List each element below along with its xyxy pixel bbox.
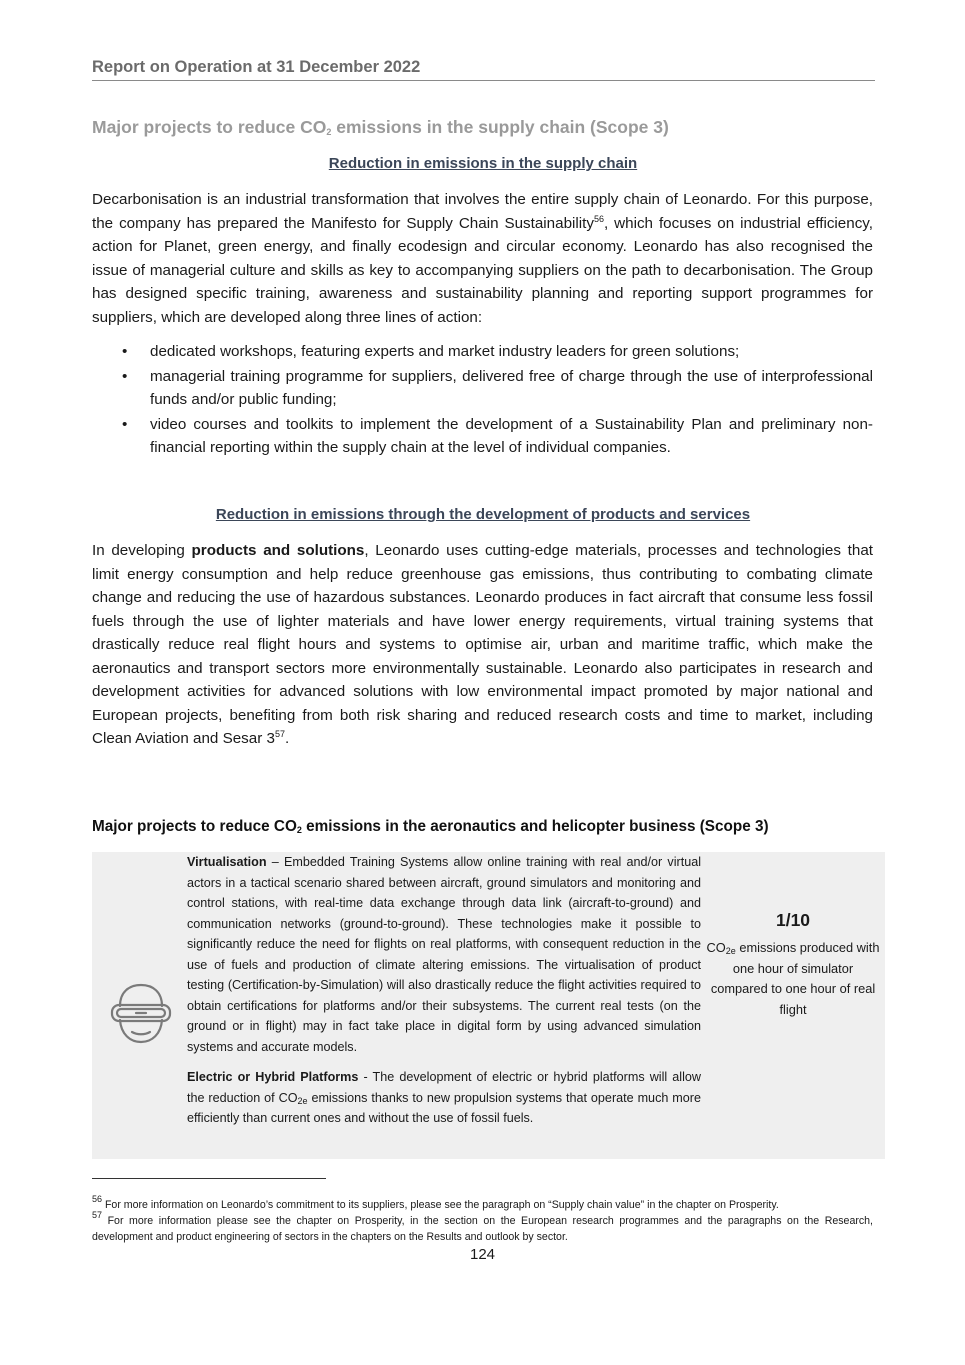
subheading-supply-chain: Reduction in emissions in the supply chain [328, 155, 638, 172]
footnote-ref-56[interactable]: 56 [593, 213, 604, 224]
list-item: • video courses and toolkits to implement the development of a Sustainability Plan and preliminary non-financial reporting within the supply chain at the level of individual companies. [92, 413, 873, 460]
electric-platforms-label: Electric or Hybrid Platforms [187, 1070, 359, 1084]
paragraph-supply-chain: Decarbonisation is an industrial transformation that involves the entire supply chain of Leonardo. For this purpose, the company has prepared the Manifesto for Supply Chain Sustainability$^{56}$, which focuses on industrial efficiency, action for Planet, green energy, and finally ecodesign and circular economy. Leonardo has also recognised the issue of managerial culture and skills as key to accompanying suppliers on the path to decarbonisation. The Group has designed specific training, awareness and sustainability planning and reporting support programmes for suppliers, which are developed along three lines of action: [92, 191, 873, 326]
footnote-divider [92, 1178, 326, 1179]
footnote-ref-57[interactable]: 57 [274, 729, 285, 739]
footnote-57: $^{57}$ For more information please see the chapter on Prosperity, in the section on the European research programmes and the paragraphs on the Research, development and product engineering of sectors in the chapters on the Results and outlook by sector. [92, 1210, 873, 1243]
bullet-list [92, 340, 873, 461]
virtualisation-text: Virtualisation – Embedded Training Systems allow online training with real and/or virtual actors in a tactical scenario shared between aircraft, ground simulators and monitoring and control stations, with real-time data exchange through data link (aircraft-to-ground) and communication networks (ground-to-ground). These technologies make it possible to significantly reduce the need for flights on real platforms, with consequent reduction in the use of fuels and production of climate altering emissions. The virtualisation of product testing (Certification-by-Simulation) will also drastically reduce the flight activities required to obtain certifications for platforms and/or their subsystems. The current real tests (on the ground or in flight) may in fact take place in digital form by using advanced simulation systems and accurate models. [187, 855, 701, 1054]
section-title-supply-chain: Major projects to reduce $CO_2$ emissions in the supply chain (Scope 3) [92, 117, 669, 137]
bullet-icon: • [122, 367, 128, 385]
virtualisation-label: Virtualisation [187, 855, 267, 869]
footnote-56: $^{56}$ For more information on Leonardo’s commitment to its suppliers, please see the paragraph on “Supply chain value” in the chapter on Prosperity. [92, 1194, 779, 1211]
stat-description: $CO_{2e}$ emissions produced with one hour of simulator compared to one hour of real flight [706, 940, 880, 1017]
section-title-aeronautics: Major projects to reduce $CO_2$ emissions in the aeronautics and helicopter business (Scope 3) [92, 818, 769, 835]
list-item: • managerial training programme for suppliers, delivered free of charge through the use of interprofessional funds and/or public funding; [92, 365, 873, 412]
stat-value: 1/10 [775, 910, 811, 930]
bullet-icon: • [122, 415, 128, 433]
project-box [92, 852, 885, 1159]
stat-callout [704, 908, 882, 1020]
project-description [187, 852, 701, 1129]
subheading-products: Reduction in emissions through the development of products and services [215, 506, 751, 523]
list-item: • dedicated workshops, featuring experts and market industry leaders for green solutions; [92, 340, 873, 364]
bullet-icon: • [122, 343, 128, 360]
electric-platforms-text: Electric or Hybrid Platforms - The development of electric or hybrid platforms will allow the reduction of $CO_{2e}$ emissions thanks to new propulsion systems that operate much more efficiently than current ones and without the use of fossil fuels. [187, 1070, 701, 1125]
running-header: Report on Operation at 31 December 2022 [92, 58, 875, 81]
paragraph-products: In developing products and solutions, Leonardo uses cutting-edge materials, processes and technologies that limit energy consumption and help reduce greenhouse gas emissions, thus contributing to combating climate change and reducing the use of hazardous substances. Leonardo produces in fact aircraft that consume less fossil fuels through the use of lighter materials and have lower energy requirements, virtual training systems that drastically reduce real flight hours and systems to optimise air, urban and maritime traffic, which make the aeronautics and transport sectors more environmentally sustainable. Leonardo also participates in research and development activities for advanced solutions with low environmental impact promoted by major national and European projects, benefiting from both risk sharing and reduced research costs and time to market, including Clean Aviation and Sesar $3^{57}$. [92, 542, 873, 747]
vr-headset-icon [108, 980, 174, 1046]
page-number: 124 [469, 1246, 496, 1263]
